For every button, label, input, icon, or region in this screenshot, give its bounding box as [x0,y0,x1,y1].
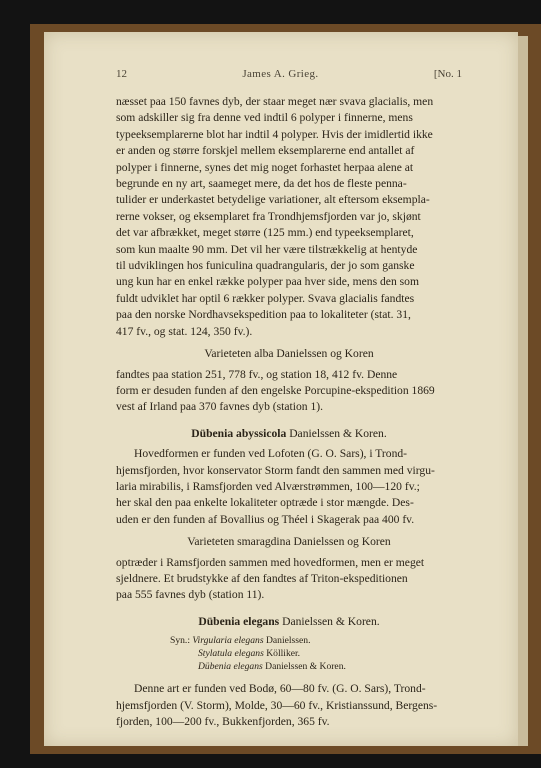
page-edge [518,36,528,746]
text-line: tulider er underkastet betydelige variationer, alt eftersom eksempla- [116,193,430,207]
paragraph-4 [116,555,462,604]
species-heading-elegans [116,614,462,630]
text-line: form er desuden funden af den engelske Porcupine-ekspedition 1869 [116,383,435,397]
text-line: sjeldnere. Et brudstykke af den fandtes af Triton-ekspeditionen [116,571,408,585]
text-line: begrunde en ny art, saameget mere, da det hos de fleste penna- [116,177,407,191]
text-line: rerne vokser, og eksemplaret fra Trondhjemsfjorden var jo, skjønt [116,209,421,223]
variety-heading-alba: Varieteten alba Danielssen og Koren [204,347,374,361]
text-line: fandtes paa station 251, 778 fv., og station 18, 412 fv. Denne [116,367,398,381]
paragraph-1 [116,94,462,340]
paragraph-3 [116,446,462,528]
text-line: typeeksemplarerne blot har indtil 4 polyper. Hvis der imidlertid ikke [116,127,433,141]
running-head: James A. Grieg. [242,68,319,80]
text-line: paa den norske Nordhavsekspedition paa to lokaliteter (stat. 31, [116,308,411,322]
species-authors: Danielssen & Koren. [289,426,387,440]
species-authors: Danielssen & Koren. [282,614,380,628]
page-number: 12 [116,68,127,80]
paragraph-5 [116,681,462,730]
text-line: Hovedformen er funden ved Lofoten (G. O. Sars), i Trond- [134,447,408,461]
variety-heading-smaragdina: Varieteten smaragdina Danielssen og Koren [187,535,391,549]
page-text-block [116,68,462,730]
synonym-row [170,647,462,660]
synonym-row [170,660,462,673]
paragraph-2 [116,367,462,416]
page-header [116,68,462,80]
species-heading-abyssicola [116,426,462,442]
species-name: Dübenia abyssicola [191,426,287,440]
text-line: Denne art er funden ved Bodø, 60—80 fv. (G. O. Sars), Trond- [134,682,426,696]
text-line: 417 fv., og stat. 124, 350 fv.). [116,324,253,338]
text-line: fuldt udviklet har optil 6 rækker polyper. Svava glacialis fandtes [116,291,415,305]
series-number: [No. 1 [433,68,462,80]
text-line: vest af Irland paa 370 favnes dyb (station 1). [116,400,324,414]
synonym-name: Virgularia elegans [192,635,264,647]
text-line: som kun maalte 90 mm. Det vil her være tilstrækkelig at hentyde [116,242,418,256]
text-line: paa 555 favnes dyb (station 11). [116,588,265,602]
text-line: optræder i Ramsfjorden sammen med hovedformen, men er meget [116,555,425,569]
synonym-author: Danielssen. [265,635,311,647]
species-name: Dübenia elegans [198,614,280,628]
text-line: som adskiller sig fra denne ved indtil 6 polyper i finnerne, mens [116,111,413,125]
text-line: her skal den paa enkelte lokaliteter optræde i stor mængde. Des- [116,496,414,510]
text-line: hjemsfjorden, hvor konservator Storm fandt den sammen med virgu- [116,463,435,477]
text-line: er anden og større forskjel mellem eksemplarerne end antallet af [116,144,415,158]
synonym-list [116,634,462,673]
text-line: hjemsfjorden (V. Storm), Molde, 30—60 fv., Kristianssund, Bergens- [116,698,438,712]
text-line: polyper i finnerne, synes det mig noget forhastet herpaa alene at [116,160,414,174]
synonym-name: Stylatula elegans [198,648,264,660]
text-line: til udviklingen hos funiculina quadrangularis, der jo som ganske [116,259,415,273]
synonym-author: Kölliker. [266,648,301,660]
text-line: næsset paa 150 favnes dyb, der staar meget nær svava glacialis, men [116,95,434,108]
synonym-author: Danielssen & Koren. [265,661,346,673]
text-line: laria mirabilis, i Ramsfjorden ved Alværstrømmen, 100—120 fv.; [116,479,420,493]
text-line: fjorden, 100—200 fv., Bukkenfjorden, 365 fv. [116,715,330,728]
synonym-row [170,634,462,647]
synonym-name: Dübenia elegans [198,661,263,673]
text-line: ung kun har en enkel række polyper paa hver side, mens den som [116,275,419,289]
synonym-label: Syn.: [170,635,190,647]
text-line: det var afbrækket, meget større (125 mm.) end typeeksemplaret, [116,226,414,240]
text-line: uden er den funden af Bovallius og Théel i Skagerak paa 400 fv. [116,512,415,526]
